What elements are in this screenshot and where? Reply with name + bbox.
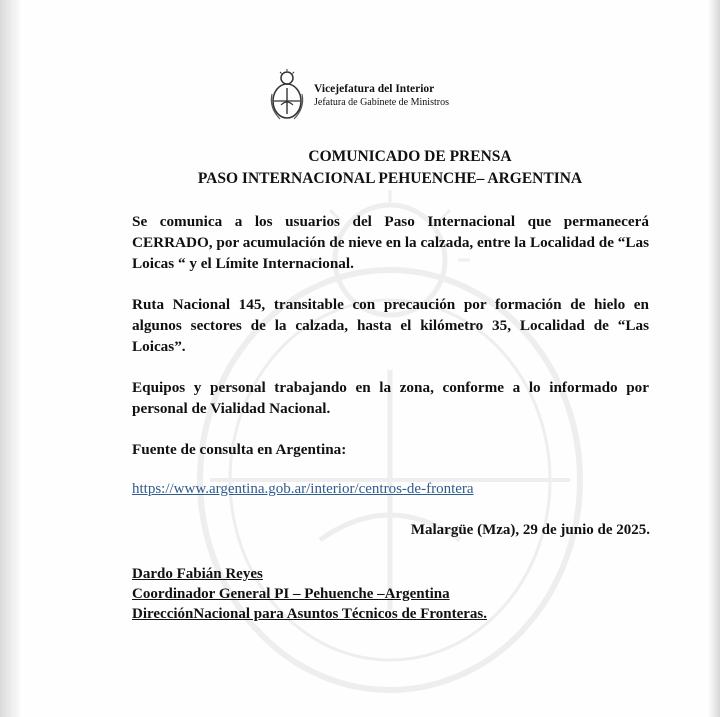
paragraph-route: Ruta Nacional 145, transitable con precaución por formación de hielo en algunos sectores de la calzada, hasta el kilómetro 35, Localidad de “Las Loicas”. xyxy=(132,296,649,355)
ministry-subname: Jefatura de Gabinete de Ministros xyxy=(314,97,449,108)
signatory-name: Dardo Fabián Reyes xyxy=(132,566,263,582)
source-link[interactable]: https://www.argentina.gob.ar/interior/centros-de-frontera xyxy=(132,481,474,497)
letterhead xyxy=(268,68,449,124)
document-title: COMUNICADO DE PRENSA xyxy=(308,148,512,165)
page-shadow-right xyxy=(708,0,720,717)
signatory-office: DirecciónNacional para Asuntos Técnicos de Fronteras. xyxy=(132,606,487,622)
letterhead-text xyxy=(314,83,449,109)
coat-of-arms-icon xyxy=(268,68,306,124)
ministry-name: Vicejefatura del Interior xyxy=(314,83,435,95)
page-shadow-left xyxy=(0,0,20,717)
document-subtitle: PASO INTERNACIONAL PEHUENCHE– ARGENTINA xyxy=(197,170,583,187)
paragraph-closure: Se comunica a los usuarios del Paso Internacional que permanecerá CERRADO, por acumulación de nieve en la calzada, entre la Localidad de “Las Loicas “ y el Límite Internacional. xyxy=(132,213,649,272)
signatory-role: Coordinador General PI – Pehuenche –Argentina xyxy=(132,586,450,602)
paragraph-crews: Equipos y personal trabajando en la zona, conforme a lo informado por personal de Vialidad Nacional. xyxy=(132,379,649,417)
date-line: Malargüe (Mza), 29 de junio de 2025. xyxy=(410,522,650,538)
paragraph-source: Fuente de consulta en Argentina: xyxy=(132,441,347,458)
